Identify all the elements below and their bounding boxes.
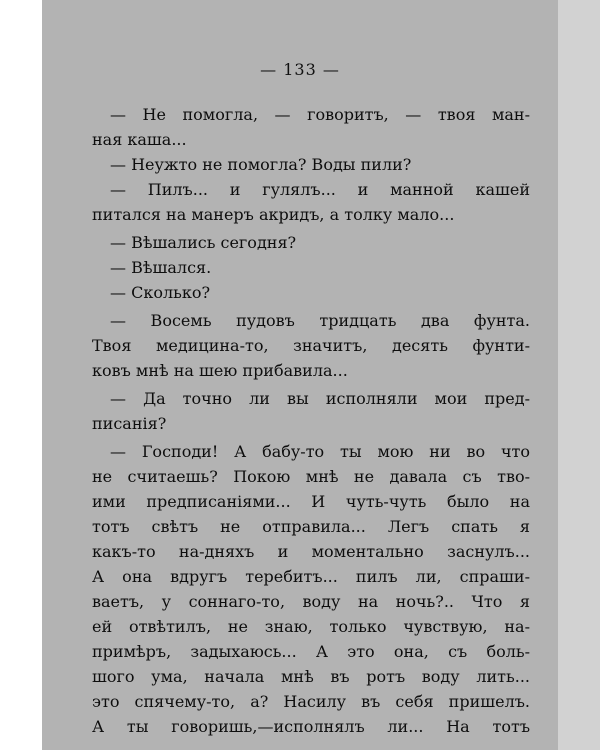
text-line: писанія?: [92, 414, 167, 433]
text-line: — Господи! А бабу-то ты мою ни во что: [110, 442, 530, 461]
text-line: ная каша...: [92, 130, 187, 149]
page-number: — 133 —: [260, 60, 340, 79]
text-line: ей отвѣтилъ, не знаю, только чувствую, на-: [92, 617, 530, 636]
text-line: это спячему-то, а? Насилу въ себя пришелъ.: [92, 692, 530, 711]
text-line: ими предписаніями... И чуть-чуть было на: [92, 492, 530, 511]
text-line: — Вѣшались сегодня?: [110, 233, 297, 252]
text-line: какъ-то на-дняхъ и моментально заснулъ...: [92, 542, 530, 561]
text-line: — Вѣшался.: [110, 258, 212, 277]
text-line: — Не помогла, — говоритъ, — твоя ман-: [110, 105, 530, 124]
page-margin: [558, 0, 600, 750]
text-line: питался на манеръ акридъ, а толку мало...: [92, 205, 455, 224]
text-line: — Восемь пудовъ тридцать два фунта.: [110, 311, 530, 330]
text-line: тотъ свѣтъ не отправила... Легъ спать я: [92, 517, 530, 536]
text-line: — Пилъ... и гулялъ... и манной кашей: [110, 180, 530, 199]
text-line: примѣръ, задыхаюсь... А это она, съ боль-: [92, 642, 530, 661]
text-line: ковъ мнѣ на шею прибавила...: [92, 361, 348, 380]
text-line: — Сколько?: [110, 283, 211, 302]
text-line: ваетъ, у соннаго-то, воду на ночь?.. Что я: [92, 592, 530, 611]
text-line: шого ума, начала мнѣ въ ротъ воду лить...: [92, 667, 530, 686]
text-line: — Да точно ли вы исполняли мои пред-: [110, 389, 530, 408]
book-page: [42, 0, 558, 750]
body-text: [92, 102, 530, 739]
text-line: — Неужто не помогла? Воды пили?: [110, 155, 412, 174]
text-line: не считаешь? Покою мнѣ не давала съ тво-: [92, 467, 530, 486]
text-line: Твоя медицина-то, значитъ, десять фунти-: [92, 336, 530, 355]
text-line: А ты говоришь,—исполнялъ ли... На тотъ: [92, 717, 530, 736]
text-line: А она вдругъ теребитъ... пилъ ли, спраши-: [92, 567, 530, 586]
